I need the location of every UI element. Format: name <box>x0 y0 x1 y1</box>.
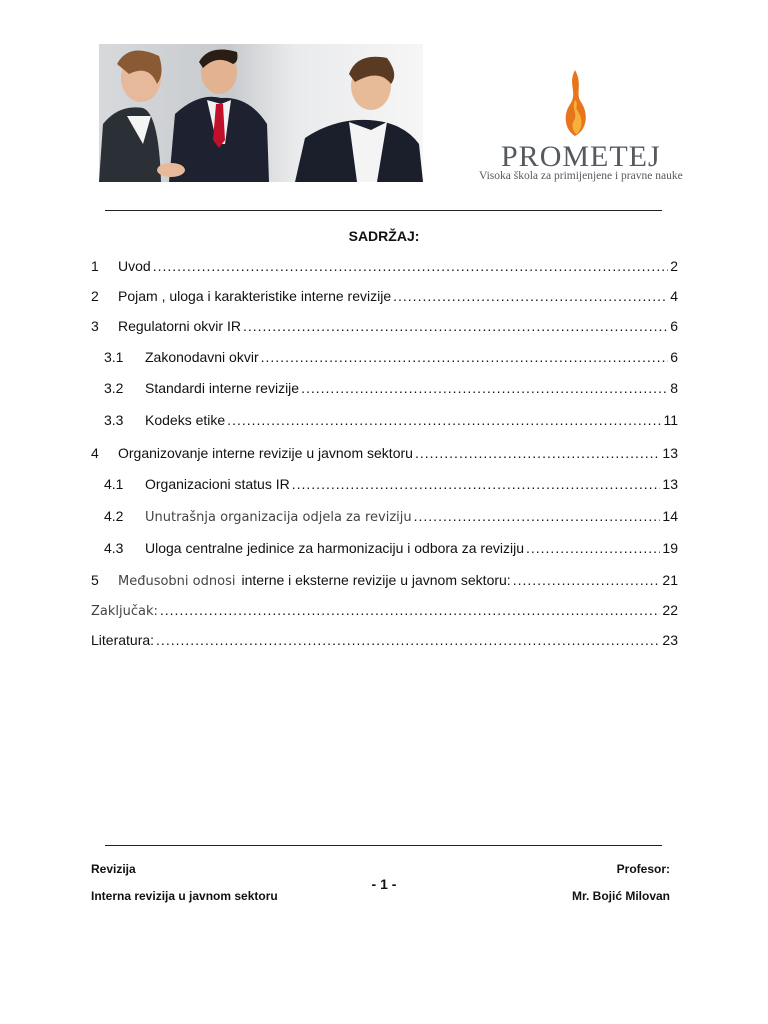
toc-dot-leader <box>393 288 668 304</box>
toc-entry-page: 6 <box>670 318 678 334</box>
toc-entry[interactable] <box>91 445 678 463</box>
toc-entry-page: 11 <box>663 412 678 428</box>
toc-dot-leader <box>156 632 660 648</box>
toc-entry-page: 8 <box>670 380 678 396</box>
toc-entry-number: 4.3 <box>104 540 124 556</box>
toc-entry-page: 23 <box>662 632 678 648</box>
toc-entry-number: 5 <box>91 572 99 588</box>
toc-entry-label: Uvod <box>118 258 151 274</box>
toc-entry-number: 3.3 <box>104 412 124 428</box>
toc-entry-label: Uloga centralne jedinice za harmonizaciju i odbora za reviziju <box>145 540 524 556</box>
footer-professor-label: Profesor: <box>616 862 670 876</box>
header-photo <box>99 44 423 182</box>
toc-dot-leader <box>160 602 661 618</box>
toc-dot-leader <box>243 318 668 334</box>
toc-entry[interactable] <box>91 288 678 306</box>
footer-professor-name: Mr. Bojić Milovan <box>571 889 670 903</box>
toc-entry-page: 13 <box>662 476 678 492</box>
toc-entry-number: 1 <box>91 258 99 274</box>
toc-dot-leader <box>261 349 669 365</box>
toc-entry-page: 19 <box>662 540 678 556</box>
toc-entry-page: 4 <box>670 288 678 304</box>
logo-subtitle: Visoka škola za primijenjene i pravne nauke <box>479 170 683 182</box>
toc-entry[interactable] <box>91 632 678 650</box>
toc-title: SADRŽAJ: <box>348 228 420 244</box>
header-banner <box>99 44 683 184</box>
toc-dot-leader <box>292 476 661 492</box>
toc-entry-number: 4.2 <box>104 508 124 524</box>
toc-dot-leader <box>513 572 661 588</box>
toc-entry-page: 14 <box>662 508 678 524</box>
toc-entry-page: 2 <box>670 258 678 274</box>
toc-entry-page: 13 <box>662 445 678 461</box>
toc-entry-number: 3.1 <box>104 349 124 365</box>
prometej-logo <box>473 70 683 184</box>
toc-entry-label: Zakonodavni okvir <box>145 349 259 365</box>
toc-entry-number: 2 <box>91 288 99 304</box>
logo-name: PROMETEJ <box>501 140 661 173</box>
toc-entry-number: 4 <box>91 445 99 461</box>
toc-entry-label: Zaključak: <box>91 604 158 619</box>
bottom-rule <box>105 845 662 846</box>
toc-dot-leader <box>415 445 660 461</box>
toc-dot-leader <box>301 380 668 396</box>
toc-entry-label: Pojam , uloga i karakteristike interne revizije <box>118 288 392 304</box>
toc-entry-page: 6 <box>670 349 678 365</box>
footer-topic: Interna revizija u javnom sektoru <box>91 889 278 903</box>
toc-entry-label: Literatura: <box>91 632 155 648</box>
toc-entry-label: Organizacioni status IR <box>145 476 290 492</box>
toc-entry-label-a: Međusobni odnosi <box>118 574 236 589</box>
toc-entry[interactable] <box>91 318 678 336</box>
toc-entry-page: 21 <box>662 572 678 588</box>
toc-entry[interactable] <box>104 412 678 430</box>
toc-entry[interactable] <box>104 508 678 526</box>
toc-entry-number: 3.2 <box>104 380 124 396</box>
toc-dot-leader <box>153 258 669 274</box>
toc-entry[interactable] <box>104 476 678 494</box>
footer-page-marker: - 1 - <box>371 876 397 892</box>
toc-dot-leader <box>526 540 660 556</box>
flame-icon <box>561 70 589 136</box>
toc-entry[interactable] <box>104 540 678 558</box>
toc-dot-leader <box>227 412 661 428</box>
toc-entry[interactable] <box>91 602 678 620</box>
toc-entry-label: Unutrašnja organizacija odjela za reviziju <box>145 510 412 525</box>
toc-entry-number: 3 <box>91 318 99 334</box>
toc-entry[interactable] <box>91 572 678 590</box>
toc-entry-label: Standardi interne revizije <box>145 380 300 396</box>
toc-dot-leader <box>414 508 661 524</box>
top-rule <box>105 210 662 211</box>
toc-entry-page: 22 <box>662 602 678 618</box>
toc-entry[interactable] <box>104 349 678 367</box>
toc-entry-label: Kodeks etike <box>145 412 226 428</box>
toc-entry-number: 4.1 <box>104 476 124 492</box>
toc-entry-label: Organizovanje interne revizije u javnom sektoru <box>118 445 413 461</box>
toc-entry[interactable] <box>104 380 678 398</box>
toc-entry[interactable] <box>91 258 678 276</box>
footer-course: Revizija <box>91 862 136 876</box>
toc-entry-label: Regulatorni okvir IR <box>118 318 241 334</box>
toc-entry-label-b: interne i eksterne revizije u javnom sektoru: <box>241 572 511 588</box>
